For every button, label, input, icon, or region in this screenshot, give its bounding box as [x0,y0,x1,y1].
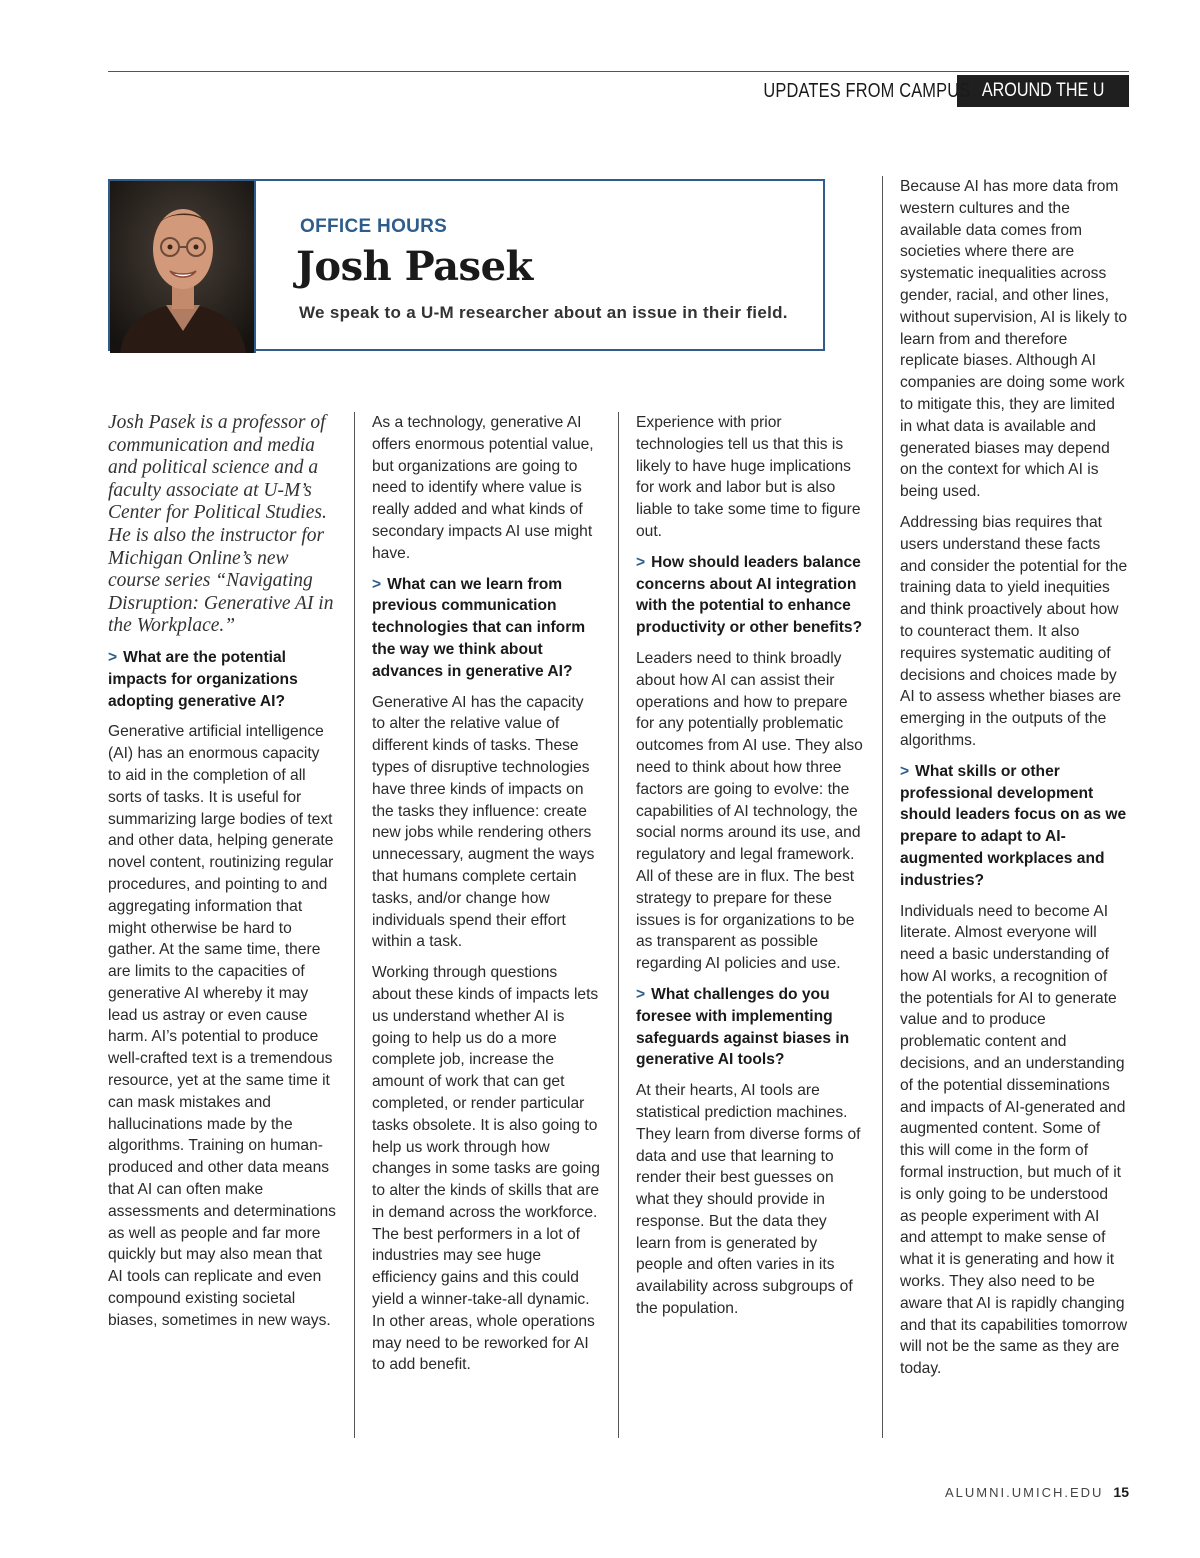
chevron-right-icon: > [900,762,910,780]
body-paragraph: Working through questions about these kinds of impacts lets us understand whether AI is going to help us do a more complete job, increase the amount of work that can get completed, or render particular tasks obsolete. It is also going to help us work through how changes in some tasks are going to alter the kinds of skills that are in demand across the workforce. The best performers in a lot of industries may see huge efficiency gains and this could yield a winner-take-all dynamic. In other areas, whole operations may need to be reworked for AI to add benefit. [372,964,600,1374]
header-subtitle: We speak to a U-M researcher about an issue in their field. [299,303,788,322]
question-text: What challenges do you foresee with implementing safeguards against biases in generative AI tools? [636,985,850,1069]
article-column-1 [108,412,336,1341]
question-heading [372,574,600,683]
office-hours-header [108,179,825,351]
question-heading [636,552,864,639]
body-paragraph: Addressing bias requires that users understand these facts and consider the potential for the training data to yield inequities and think proactively about how to counteract them. It also requires systematic auditing of decisions and choices made by AI to assess whether biases are emerging in the outputs of the algorithms. [900,513,1128,749]
page-footer [945,1484,1129,1500]
article-column-2 [372,412,600,1385]
nav-updates-from-campus[interactable]: UPDATES FROM CAMPUS [763,79,971,102]
body-paragraph: Generative artificial intelligence (AI) has an enormous capacity to aid in the completion of all sorts of tasks. It is useful for summarizing large bodies of text and other data, helping generate novel content, routinizing regular procedures, and pointing to and aggregating information that might otherwise be hard to gather. At the same time, there are limits to the capacities of generative AI whereby it may lead us astray or even cause harm. AI’s potential to produce well-crafted text is a tremendous resource, yet at the same time it can mask mistakes and hallucinations made by the algorithms. Training on human-produced and other data means that AI can often make assessments and determinations as well as people and far more quickly but may also mean that AI tools can replicate and even compound existing societal biases, sometimes in new ways. [108,723,336,1329]
body-paragraph: As a technology, generative AI offers enormous potential value, but organizations are going to need to identify where value is really added and what kinds of secondary impacts AI use might have. [372,414,594,562]
column-divider [618,412,619,1438]
chevron-right-icon: > [372,575,382,593]
body-paragraph: Because AI has more data from western cultures and the available data comes from societies where there are systematic inequalities across gender, racial, and other lines, without supervision, AI is likely to learn from and therefore replicate biases. Although AI companies are doing some work to mitigate this, they are limited in what data is available and generated biases may depend on the context for which AI is being used. [900,178,1128,501]
question-heading [900,761,1128,892]
portrait-illustration [110,181,256,353]
column-divider [882,176,883,1438]
section-kicker: OFFICE HOURS [300,216,448,237]
question-text: What can we learn from previous communication technologies that can inform the way we think about advances in generative AI? [372,575,586,680]
author-bio: Josh Pasek is a professor of communication and media and political science and a faculty associate at U-M’s Center for Political Studies. He is also the instructor for Michigan Online’s new course series “Navigating Disruption: Generative AI in the Workplace.” [108,412,334,637]
question-text: How should leaders balance concerns about AI integration with the potential to enhance productivity or other benefits? [636,553,863,637]
page-title: Josh Pasek [296,243,533,290]
question-heading [636,984,864,1071]
page-number: 15 [1113,1484,1129,1500]
chevron-right-icon: > [108,648,118,666]
footer-site-url[interactable]: ALUMNI.UMICH.EDU [945,1485,1104,1500]
chevron-right-icon: > [636,985,646,1003]
body-paragraph: At their hearts, AI tools are statistical prediction machines. They learn from diverse forms of data and use that learning to render their best guesses on what they should provide in response. But the data they learn from is generated by people and often varies in its availability across subgroups of the population. [636,1082,861,1318]
body-paragraph: Experience with prior technologies tell us that this is likely to have huge implications for work and labor but is also liable to take some time to figure out. [636,414,861,540]
body-paragraph: Individuals need to become AI literate. Almost everyone will need a basic understanding of how AI works, a recognition of the potentials for AI to generate value and to produce problematic content and decisions, and an understanding of the potential disseminations and impacts of AI-generated and augmented content. Some of this will come in the form of formal instruction, but much of it is only going to be understood as people experiment with AI and attempt to make sense of what it is generating and how it works. They also need to be aware that AI is rapidly changing and that its capabilities tomorrow will not be the same as they are today. [900,902,1128,1378]
question-text: What skills or other professional development should leaders focus on as we prepare to adapt to AI-augmented workplaces and industries? [900,762,1127,889]
question-text: What are the potential impacts for organizations adopting generative AI? [108,648,298,710]
chevron-right-icon: > [636,553,646,571]
question-heading [108,647,336,712]
column-divider [354,412,355,1438]
nav-around-the-u[interactable] [957,75,1129,107]
portrait-photo [110,181,256,353]
section-nav [718,75,1129,107]
top-rule [108,71,1129,72]
body-paragraph: Generative AI has the capacity to alter the relative value of different kinds of tasks. These types of disruptive technologies have three kinds of impacts on the tasks they influence: create new jobs while rendering others unnecessary, augment the ways that humans complete certain tasks, and/or change how individuals spend their effort within a task. [372,693,595,951]
article-column-3 [636,412,864,1329]
body-paragraph: Leaders need to think broadly about how AI can assist their operations and how to prepare for any potentially problematic outcomes from AI use. They also need to think about how three factors are going to evolve: the capabilities of AI technology, the social norms around its use, and regulatory and legal framework. All of these are in flux. The best strategy to prepare for these issues is for organizations to be as transparent as possible regarding AI policies and use. [636,649,863,973]
article-column-4 [900,176,1128,1389]
nav-around-label: AROUND THE U [981,80,1105,101]
